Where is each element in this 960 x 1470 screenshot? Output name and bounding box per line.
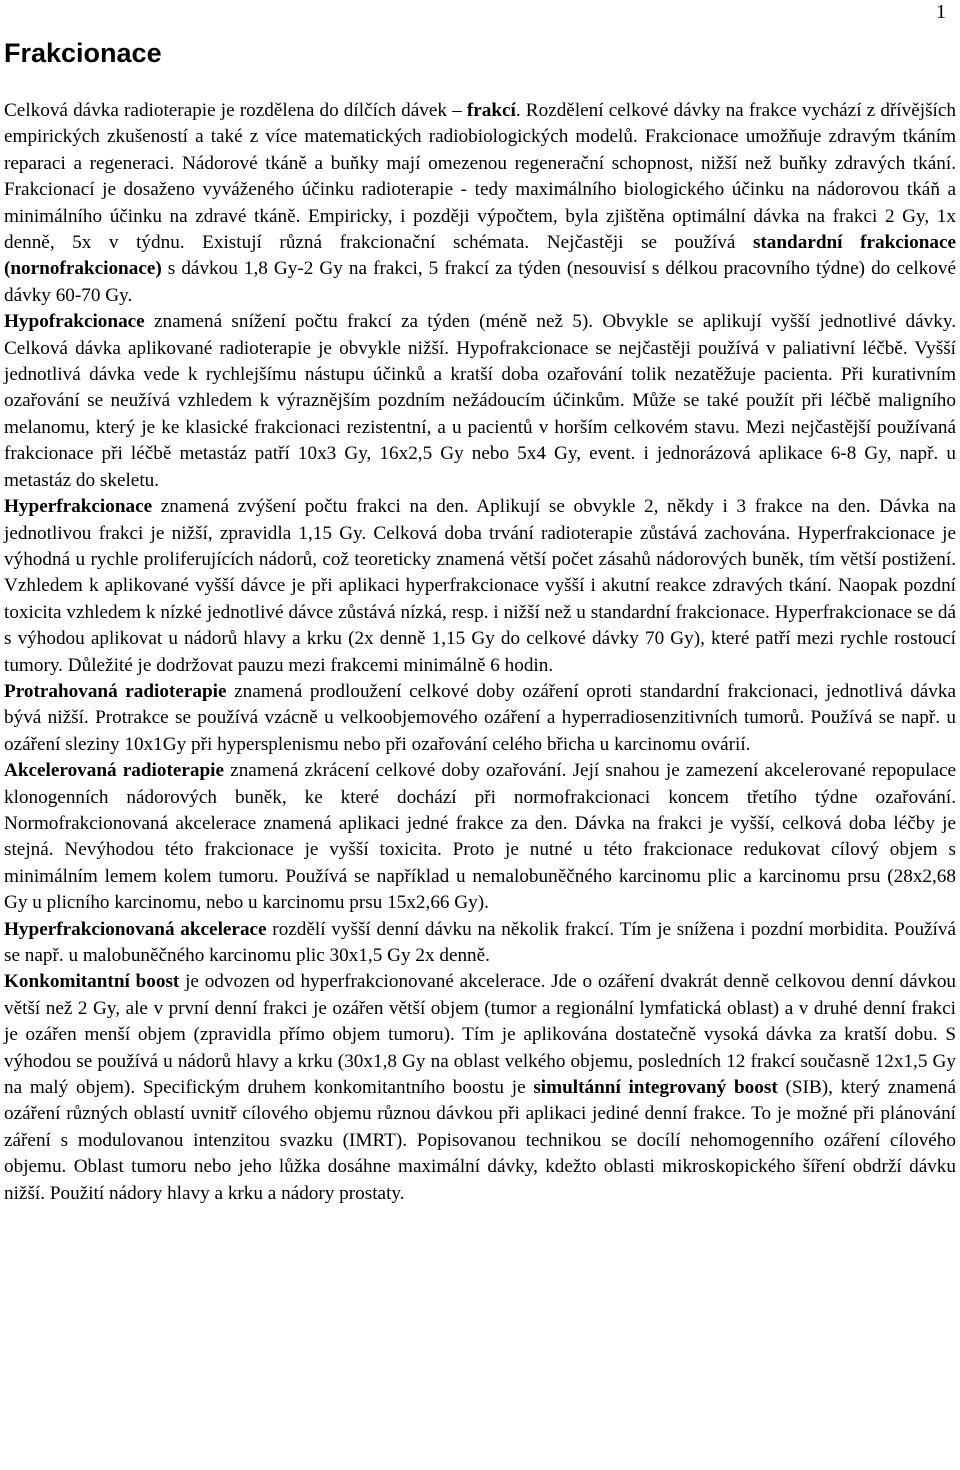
paragraph <box>4 494 956 679</box>
text-run: Celková dávka radioterapie je rozdělena do dílčích dávek – <box>4 100 467 121</box>
document-body <box>4 98 956 1207</box>
bold-term: Konkomitantní boost <box>4 971 180 993</box>
bold-term: standardní frakcionace (nornofrakcionace) <box>4 232 956 280</box>
paragraph <box>4 917 956 970</box>
text-run: znamená prodloužení celkové doby ozáření oproti standardní frakcionaci, jednotlivá dávka bývá nižší. Protrakce se používá vzácně u velkoobjemového ozáření a hyperradiosenzitivních tumorů. Používá se např. u ozáření sleziny 10x1Gy při hypersplenismu nebo při ozařování celého břicha u karcinomu ovárií. <box>4 680 956 755</box>
bold-term: Hyperfrakcionace <box>4 496 153 518</box>
paragraph <box>4 98 956 309</box>
text-run: znamená zvýšení počtu frakci na den. Aplikují se obvykle 2, někdy i 3 frakce na den. Dávka na jednotlivou frakci je nižší, zpravidla 1,15 Gy. Celková doba trvání radioterapie zůstává zachována. Hyperfrakcionace je výhodná u rychle proliferujících nádorů, což teoreticky znamená větší počet zásahů nádorových buněk, tím větší postižení. Vzhledem k aplikované vyšší dávce je při aplikaci hyperfrakcionace vyšší i akutní reakce zdravých tkání. Naopak pozdní toxicita vzhledem k nízké jednotlivé dávce zůstává nízká, resp. i nižší než u standardní frakcionace. Hyperfrakcionace se dá s výhodou aplikovat u nádorů hlavy a krku (2x denně 1,15 Gy do celkové dávky 70 Gy), které patří mezi rychle rostoucí tumory. Důležité je dodržovat pauzu mezi frakcemi minimálně 6 hodin. <box>4 496 956 676</box>
bold-term: frakcí <box>466 100 516 121</box>
bold-term: Hyperfrakcionovaná akcelerace <box>4 918 267 940</box>
text-run: znamená zkrácení celkové doby ozařování. Její snahou je zamezení akcelerované repopulace klonogenních nádorových buněk, ke které dochází při normofrakcionaci koncem třetího týdne ozařování. Normofrakcionovaná akcelerace znamená aplikaci jedné frakce za den. Dávka na frakci je vyšší, celková doba léčby je stejná. Nevýhodou této frakcionace je vyšší toxicita. Proto je nutné u této frakcionace redukovat cílový objem s minimálním lemem kolem tumoru. Používá se například u nemalobuněčného karcinomu plic a karcinomu prsu (28x2,68 Gy u plicního karcinomu, nebo u karcinomu prsu 15x2,66 Gy). <box>4 760 956 914</box>
paragraph <box>4 758 956 916</box>
bold-term: simultánní integrovaný boost <box>533 1077 778 1099</box>
bold-term: Akcelerovaná radioterapie <box>4 760 225 782</box>
page-title: Frakcionace <box>4 38 162 68</box>
text-run: znamená snížení počtu frakcí za týden (méně než 5). Obvykle se aplikují vyšší jednotlivé dávky. Celková dávka aplikované radioterapie je obvykle nižší. Hypofrakcionace se nejčastěji používá v paliativní léčbě. Vyšší jednotlivá dávka vede k rychlejšímu nástupu účinků a kratší doba ozařování tolik nezatěžuje pacienta. Při kurativním ozařování se neužívá vzhledem k výraznějším pozdním nežádoucím účinkům. Může se také použít při léčbě maligního melanomu, který je ke klasické frakcionaci rezistentní, a u pacientů v horším celkovém stavu. Mezi nejčastější používaná frakcionace při léčbě metastáz patří 10x3 Gy, 16x2,5 Gy nebo 5x4 Gy, event. i jednorázová aplikace 6-8 Gy, např. u metastáz do skeletu. <box>4 311 956 491</box>
page-number: 1 <box>936 1 946 23</box>
paragraph <box>4 309 956 494</box>
text-run: s dávkou 1,8 Gy-2 Gy na frakci, 5 frakcí za týden (nesouvisí s délkou pracovního týdne) do celkové dávky 60-70 Gy. <box>4 258 956 306</box>
text-run: je odvozen od hyperfrakcionované akcelerace. Jde o ozáření dvakrát denně celkovou denní dávkou větší než 2 Gy, ale v první denní frakci je ozářen větší objem (tumor a regionální lymfatická oblast) a v druhé denní frakci je ozářen menší objem (zpravidla přímo objem tumoru). Tím je aplikována dostatečně vysoká dávka za kratší dobu. S výhodou se používá u nádorů hlavy a krku (30x1,8 Gy na oblast velkého objemu, posledních 12 frakcí současně 12x1,5 Gy na malý objem). Specifickým druhem konkomitantního boostu je <box>4 971 957 1099</box>
bold-term: Protrahovaná radioterapie <box>4 680 227 702</box>
text-run: (SIB), který znamená ozáření různých oblastí uvnitř cílového objemu různou dávkou při aplikaci jediné denní frakce. To je možné při plánování záření s modulovanou intenzitou svazku (IMRT). Popisovanou technikou se docílí nehomogenního ozáření cílového objemu. Oblast tumoru nebo jeho lůžka dosáhne maximální dávky, kdežto oblasti mikroskopického šíření obdrží dávku nižší. Použití nádory hlavy a krku a nádory prostaty. <box>4 1077 957 1204</box>
paragraph <box>4 679 956 758</box>
paragraph <box>4 969 956 1207</box>
bold-term: Hypofrakcionace <box>4 311 145 333</box>
text-run: rozdělí vyšší denní dávku na několik frakcí. Tím je snížena i pozdní morbidita. Používá se např. u malobuněčného karcinomu plic 30x1,5 Gy 2x denně. <box>4 918 956 966</box>
text-run: . Rozdělení celkové dávky na frakce vychází z dřívějších empirických zkušeností a také z více matematických radiobiologických modelů. Frakcionace umožňuje zdravým tkáním reparaci a regeneraci. Nádorové tkáně a buňky mají omezenou regenerační schopnost, nižší než buňky zdravých tkání. Frakcionací je dosaženo vyváženého účinku radioterapie - tedy maximálního biologického účinku na nádorovou tkáň a minimálního účinku na zdravé tkáně. Empiricky, i později výpočtem, byla zjištěna optimální dávka na frakci 2 Gy, 1x denně, 5x v týdnu. Existují různá frakcionační schémata. Nejčastěji se používá <box>4 100 956 254</box>
